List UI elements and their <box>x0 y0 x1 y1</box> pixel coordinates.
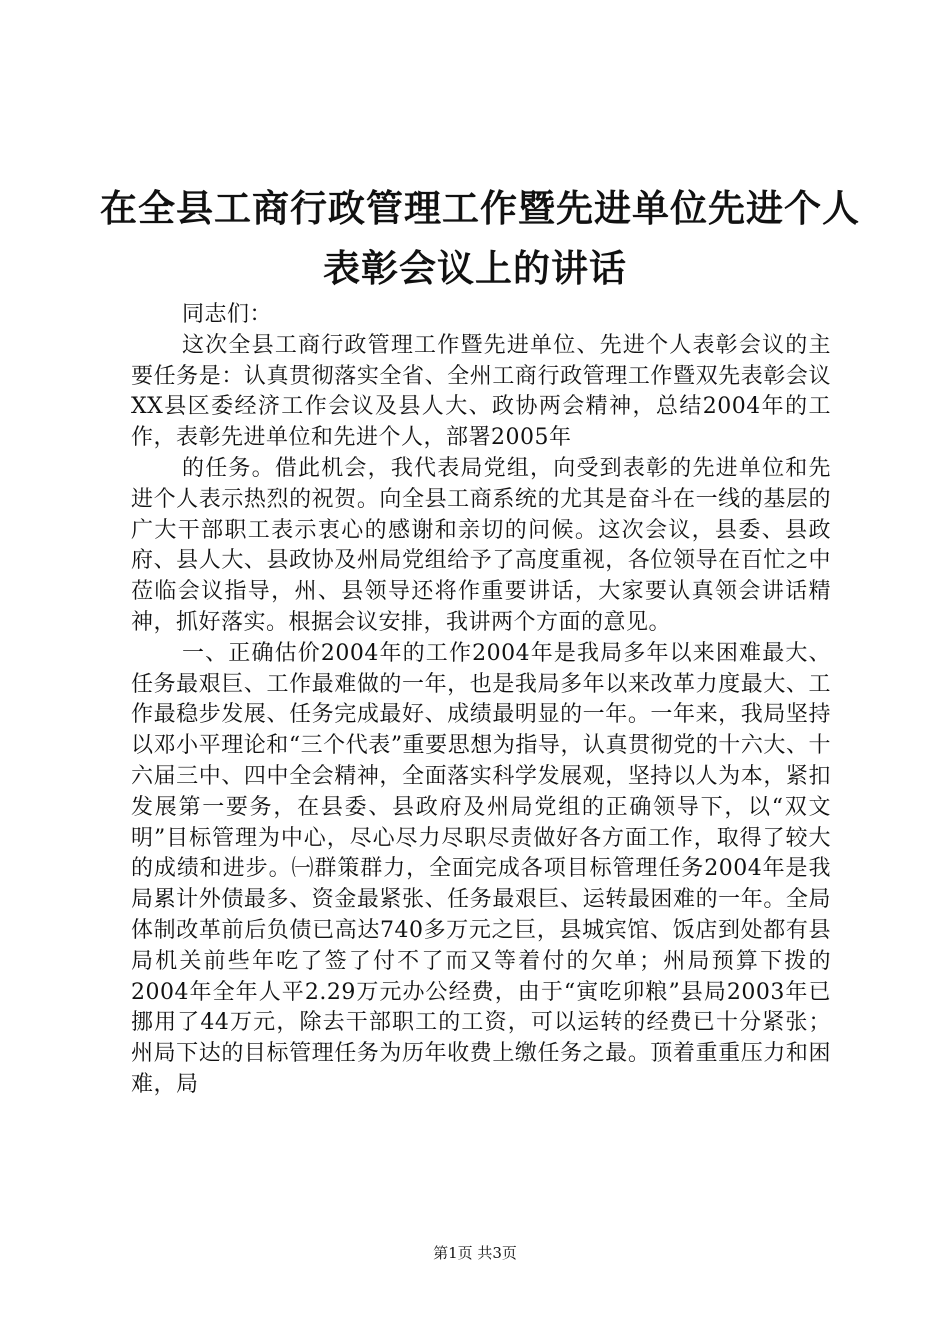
paragraph-3: 一、正确估价2004年的工作2004年是我局多年以来困难最大、任务最艰巨、工作最难做的一年，也是我局多年以来改革力度最大、工作最稳步发展、任务完成最好、成绩最明显的一年。一年来，我局坚持以邓小平理论和“三个代表”重要思想为指导，认真贯彻党的十六大、十六届三中、四中全会精神，全面落实科学发展观，坚持以人为本，紧扣发展第一要务，在县委、县政府及州局党组的正确领导下，以“双文明”目标管理为中心，尽心尽力尽职尽责做好各方面工作，取得了较大的成绩和进步。㈠群策群力，全面完成各项目标管理任务2004年是我局累计外债最多、资金最紧张、任务最艰巨、运转最困难的一年。全局体制改革前后负债已高达740多万元之巨，县城宾馆、饭店到处都有县局机关前些年吃了签了付不了而又等着付的欠单；州局预算下拨的2004年全年人平2.29万元办公经费，由于“寅吃卯粮”县局2003年已挪用了44万元，除去干部职工的工资，可以运转的经费已十分紧张；州局下达的目标管理任务为历年收费上缴任务之最。顶着重重压力和困难，局 <box>131 640 831 1097</box>
document-title-line-1: 在全县工商行政管理工作暨先进单位先进个人 <box>100 187 860 230</box>
salutation: 同志们： <box>182 302 273 327</box>
paragraph-2: 的任务。借此机会，我代表局党组，向受到表彰的先进单位和先进个人表示热烈的祝贺。向全县工商系统的尤其是奋斗在一线的基层的广大干部职工表示衷心的感谢和亲切的问候。这次会议，县委、县政府、县人大、县政协及州局党组给予了高度重视，各位领导在百忙之中莅临会议指导，州、县领导还将作重要讲话，大家要认真领会讲话精神，抓好落实。根据会议安排，我讲两个方面的意见。 <box>131 455 831 635</box>
paragraph-1: 这次全县工商行政管理工作暨先进单位、先进个人表彰会议的主要任务是：认真贯彻落实全省、全州工商行政管理工作暨双先表彰会议XX县区委经济工作会议及县人大、政协两会精神，总结2004年的工作，表彰先进单位和先进个人，部署2005年 <box>131 332 831 451</box>
document-title-line-2: 表彰会议上的讲话 <box>323 247 627 290</box>
document-body <box>131 300 831 1101</box>
page-footer: 第1页 共3页 <box>433 1244 517 1262</box>
